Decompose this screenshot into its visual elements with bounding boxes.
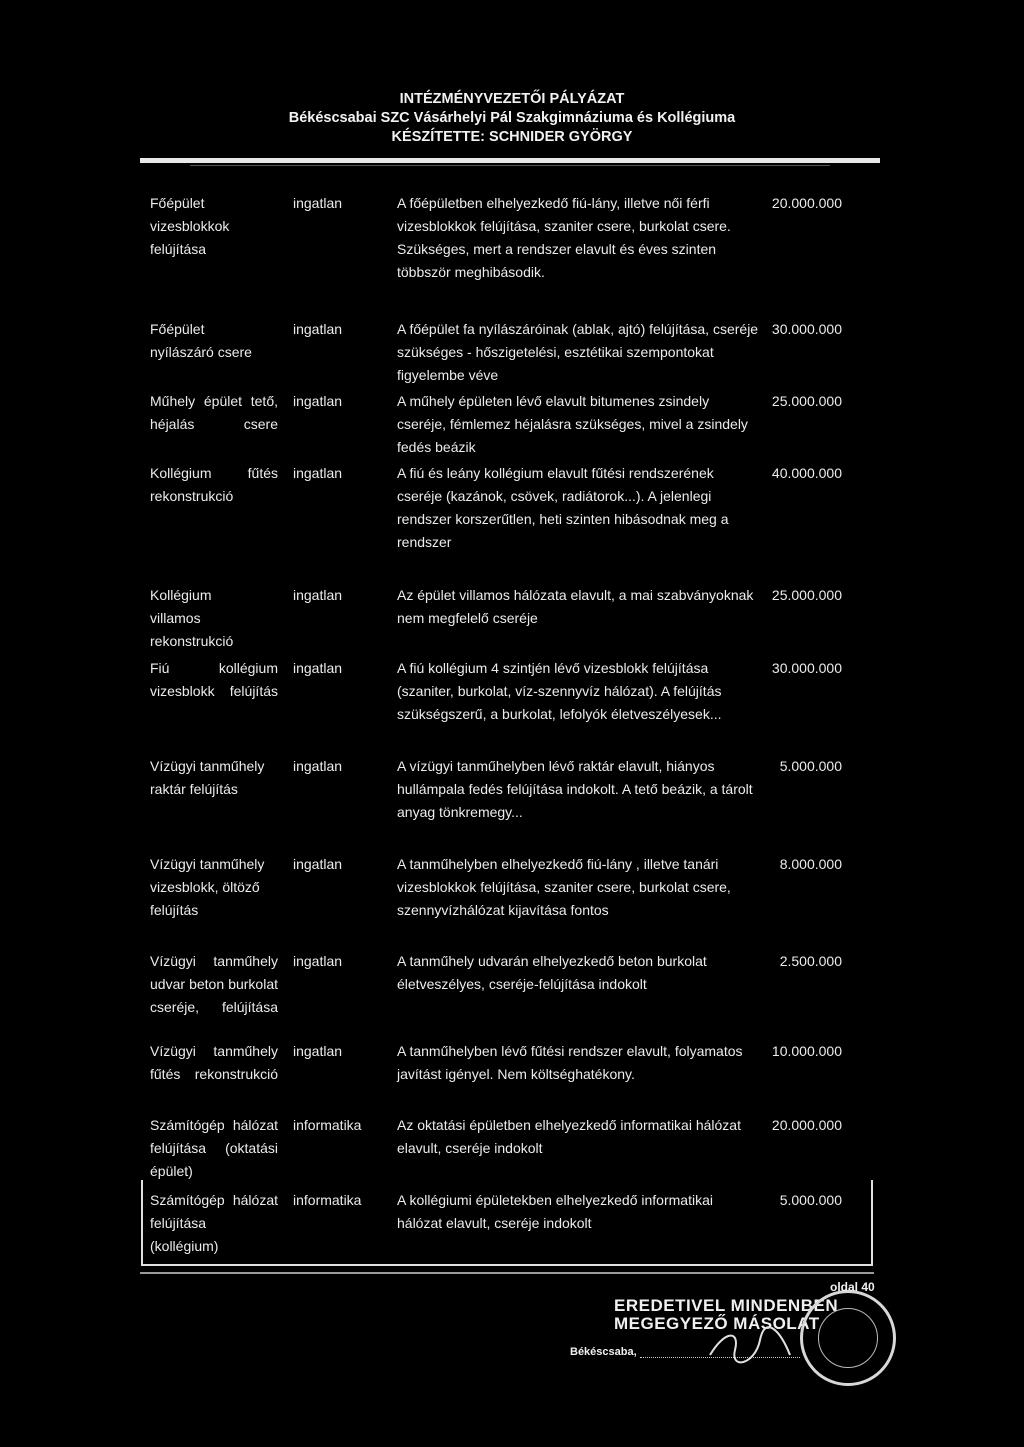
header-rule-thin: [190, 165, 830, 166]
project-description: A fiú kollégium 4 szintjén lévő vizesblokk felújítása (szaniter, burkolat, víz-szennyvíz hálózat). A felújítás szükségszerű, a burkolat, lefolyók életveszélyesek...: [397, 660, 722, 722]
project-description: A tanműhely udvarán elhelyezkedő beton burkolat életveszélyes, cseréje-felújítása indokolt: [397, 953, 707, 992]
project-description: A tanműhelyben elhelyezkedő fiú-lány , illetve tanári vizesblokkok felújítása, szaniter csere, burkolat csere, szennyvízhálózat kijavítása fontos: [397, 856, 731, 918]
project-name: Vízügyi tanműhely udvar beton burkolat cseréje, felújítása: [150, 953, 278, 1015]
project-name: Számítógép hálózat felújítása (oktatási épület): [150, 1117, 278, 1179]
project-description: A vízügyi tanműhelyben lévő raktár elavult, hiányos hullámpala fedés felújítása indokolt. A tető beázik, a tárolt anyag tönkremegy...: [397, 758, 753, 820]
project-amount: 2.500.000: [779, 953, 842, 969]
project-description: A főépület fa nyílászáróinak (ablak, ajtó) felújítása, cseréje szükséges - hőszigetelési, esztétikai szempontokat figyelembe véve: [397, 321, 759, 383]
project-description: A tanműhelyben lévő fűtési rendszer elavult, folyamatos javítást igényel. Nem költséghatékony.: [397, 1043, 743, 1082]
project-type: ingatlan: [293, 758, 343, 774]
project-name: Főépület vizesblokkok felújítása: [150, 195, 230, 257]
document-subtitle: Békéscsabai SZC Vásárhelyi Pál Szakgimnáziuma és Kollégiuma: [288, 110, 736, 126]
project-description: A műhely épületen lévő elavult bitumenes zsindely cseréje, fémlemez héjalásra szükséges, mivel a zsindely fedés beázik: [397, 393, 748, 455]
stamp-place: Békéscsaba,: [570, 1346, 637, 1358]
project-amount: 40.000.000: [771, 465, 842, 481]
project-type: ingatlan: [293, 321, 343, 337]
project-type: informatika: [293, 1192, 362, 1208]
project-name: Műhely épület tető, héjalás csere: [150, 393, 278, 432]
project-description: Az épület villamos hálózata elavult, a mai szabványoknak nem megfelelő cseréje: [397, 587, 754, 626]
project-name: Vízügyi tanműhely raktár felújítás: [150, 758, 265, 797]
stamp-line-1: EREDETIVEL MINDENBEN: [614, 1296, 839, 1315]
project-amount: 10.000.000: [771, 1043, 842, 1059]
table-border-right: [871, 1180, 873, 1266]
project-amount: 5.000.000: [779, 758, 842, 774]
table-border-shadow: [140, 1272, 874, 1274]
project-description: A fiú és leány kollégium elavult fűtési rendszerének cseréje (kazánok, csövek, radiátorok...). A jelenlegi rendszer korszerűtlen, heti szinten hibásodnak meg a rendszer: [397, 465, 729, 550]
stamp-line-2: MEGEGYEZŐ MÁSOLAT: [614, 1314, 820, 1333]
project-name: Kollégium villamos rekonstrukció: [150, 587, 234, 649]
project-type: ingatlan: [293, 953, 343, 969]
document-title: INTÉZMÉNYVEZETŐI PÁLYÁZAT: [399, 91, 625, 107]
header-rule: [140, 158, 880, 163]
project-type: ingatlan: [293, 195, 343, 211]
project-type: ingatlan: [293, 465, 343, 481]
table-border-bottom: [141, 1264, 873, 1266]
project-type: ingatlan: [293, 393, 343, 409]
table-border-left: [141, 1180, 143, 1264]
project-description: Az oktatási épületben elhelyezkedő informatikai hálózat elavult, cseréje indokolt: [397, 1117, 741, 1156]
project-type: informatika: [293, 1117, 362, 1133]
project-type: ingatlan: [293, 856, 343, 872]
project-name: Vízügyi tanműhely vizesblokk, öltöző felújítás: [150, 856, 265, 918]
project-type: ingatlan: [293, 660, 343, 676]
project-amount: 25.000.000: [771, 587, 842, 603]
project-name: Számítógép hálózat felújítása (kollégium): [150, 1192, 278, 1254]
signature-icon: [700, 1320, 820, 1370]
project-amount: 30.000.000: [771, 660, 842, 676]
project-description: A főépületben elhelyezkedő fiú-lány, illetve női férfi vizesblokkok felújítása, szaniter csere, burkolat csere. Szükséges, mert a rendszer elavult és éves szinten többször meghibásodik.: [397, 195, 731, 280]
project-amount: 8.000.000: [779, 856, 842, 872]
project-name: Fiú kollégium vizesblokk felújítás: [150, 660, 278, 699]
project-type: ingatlan: [293, 1043, 343, 1059]
project-amount: 20.000.000: [771, 195, 842, 211]
project-description: A kollégiumi épületekben elhelyezkedő informatikai hálózat elavult, cseréje indokolt: [397, 1192, 713, 1231]
document-header: [0, 90, 1024, 147]
project-amount: 5.000.000: [779, 1192, 842, 1208]
page-number: oldal 40: [830, 1280, 875, 1294]
project-amount: 30.000.000: [771, 321, 842, 337]
document-author: KÉSZÍTETTE: SCHNIDER GYÖRGY: [391, 129, 633, 145]
project-name: Kollégium fűtés rekonstrukció: [150, 465, 278, 504]
project-amount: 25.000.000: [771, 393, 842, 409]
project-name: Főépület nyílászáró csere: [150, 321, 252, 360]
project-name: Vízügyi tanműhely fűtés rekonstrukció: [150, 1043, 278, 1082]
official-seal-inner: [818, 1308, 878, 1368]
project-amount: 20.000.000: [771, 1117, 842, 1133]
project-type: ingatlan: [293, 587, 343, 603]
